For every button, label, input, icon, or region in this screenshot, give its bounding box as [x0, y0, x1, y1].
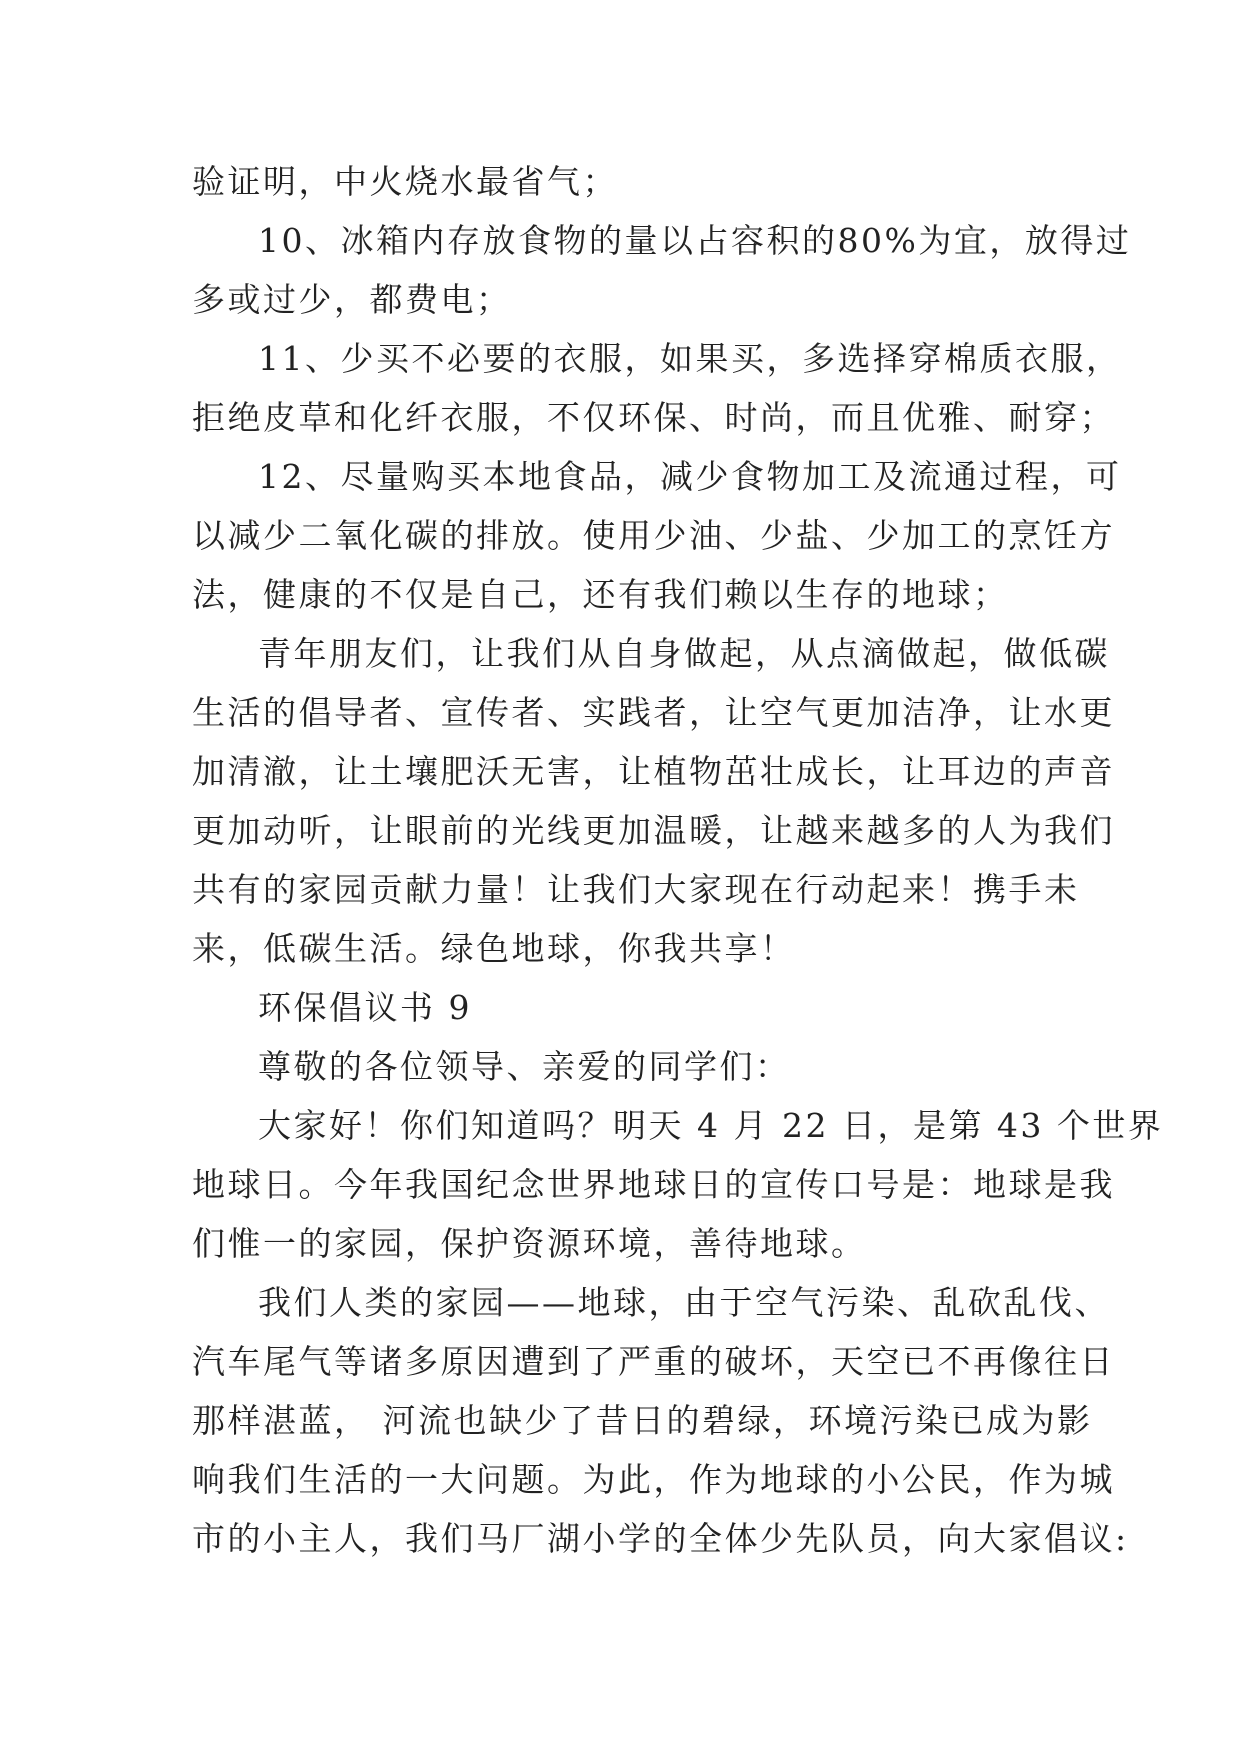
salutation: 尊敬的各位领导、亲爱的同学们：: [258, 1047, 791, 1086]
text-line: 多或过少，都费电；: [192, 280, 512, 319]
text-line: 来，低碳生活。绿色地球，你我共享！: [192, 929, 796, 968]
text-line: 加清澈，让土壤肥沃无害，让植物茁壮成长，让耳边的声音: [192, 752, 1115, 791]
text-line: 法，健康的不仅是自己，还有我们赖以生存的地球；: [192, 575, 1009, 614]
text-line: 生活的倡导者、宣传者、实践者，让空气更加洁净，让水更: [192, 693, 1115, 732]
text-line: 市的小主人，我们马厂湖小学的全体少先队员，向大家倡议:: [192, 1519, 1129, 1558]
text-line: 10、冰箱内存放食物的量以占容积的80%为宜，放得过: [258, 221, 1132, 260]
text-line: 大家好！你们知道吗？明天 4 月 22 日，是第 43 个世界: [258, 1106, 1164, 1145]
text-line: 11、少买不必要的衣服，如果买，多选择穿棉质衣服，: [258, 339, 1122, 378]
text-line: 更加动听，让眼前的光线更加温暖，让越来越多的人为我们: [192, 811, 1115, 850]
text-line: 青年朋友们，让我们从自身做起，从点滴做起，做低碳: [258, 634, 1110, 673]
text-line: 们惟一的家园，保护资源环境，善待地球。: [192, 1224, 867, 1263]
text-line: 汽车尾气等诸多原因遭到了严重的破坏，天空已不再像往日: [192, 1342, 1115, 1381]
text-line: 以减少二氧化碳的排放。使用少油、少盐、少加工的烹饪方: [192, 516, 1115, 555]
document-body: [192, 152, 1164, 1568]
text-line: 12、尽量购买本地食品，减少食物加工及流通过程，可: [258, 457, 1122, 496]
text-line: 共有的家园贡献力量！让我们大家现在行动起来！携手未: [192, 870, 1080, 909]
text-line: 验证明，中火烧水最省气；: [192, 162, 618, 201]
text-line: 地球日。今年我国纪念世界地球日的宣传口号是：地球是我: [192, 1165, 1115, 1204]
text-line: 那样湛蓝， 河流也缺少了昔日的碧绿，环境污染已成为影: [192, 1401, 1093, 1440]
section-heading: 环保倡议书 9: [258, 988, 472, 1027]
text-line: 我们人类的家园——地球，由于空气污染、乱砍乱伐、: [258, 1283, 1110, 1322]
text-line: 响我们生活的一大问题。为此，作为地球的小公民，作为城: [192, 1460, 1115, 1499]
text-line: 拒绝皮草和化纤衣服，不仅环保、时尚，而且优雅、耐穿；: [192, 398, 1115, 437]
